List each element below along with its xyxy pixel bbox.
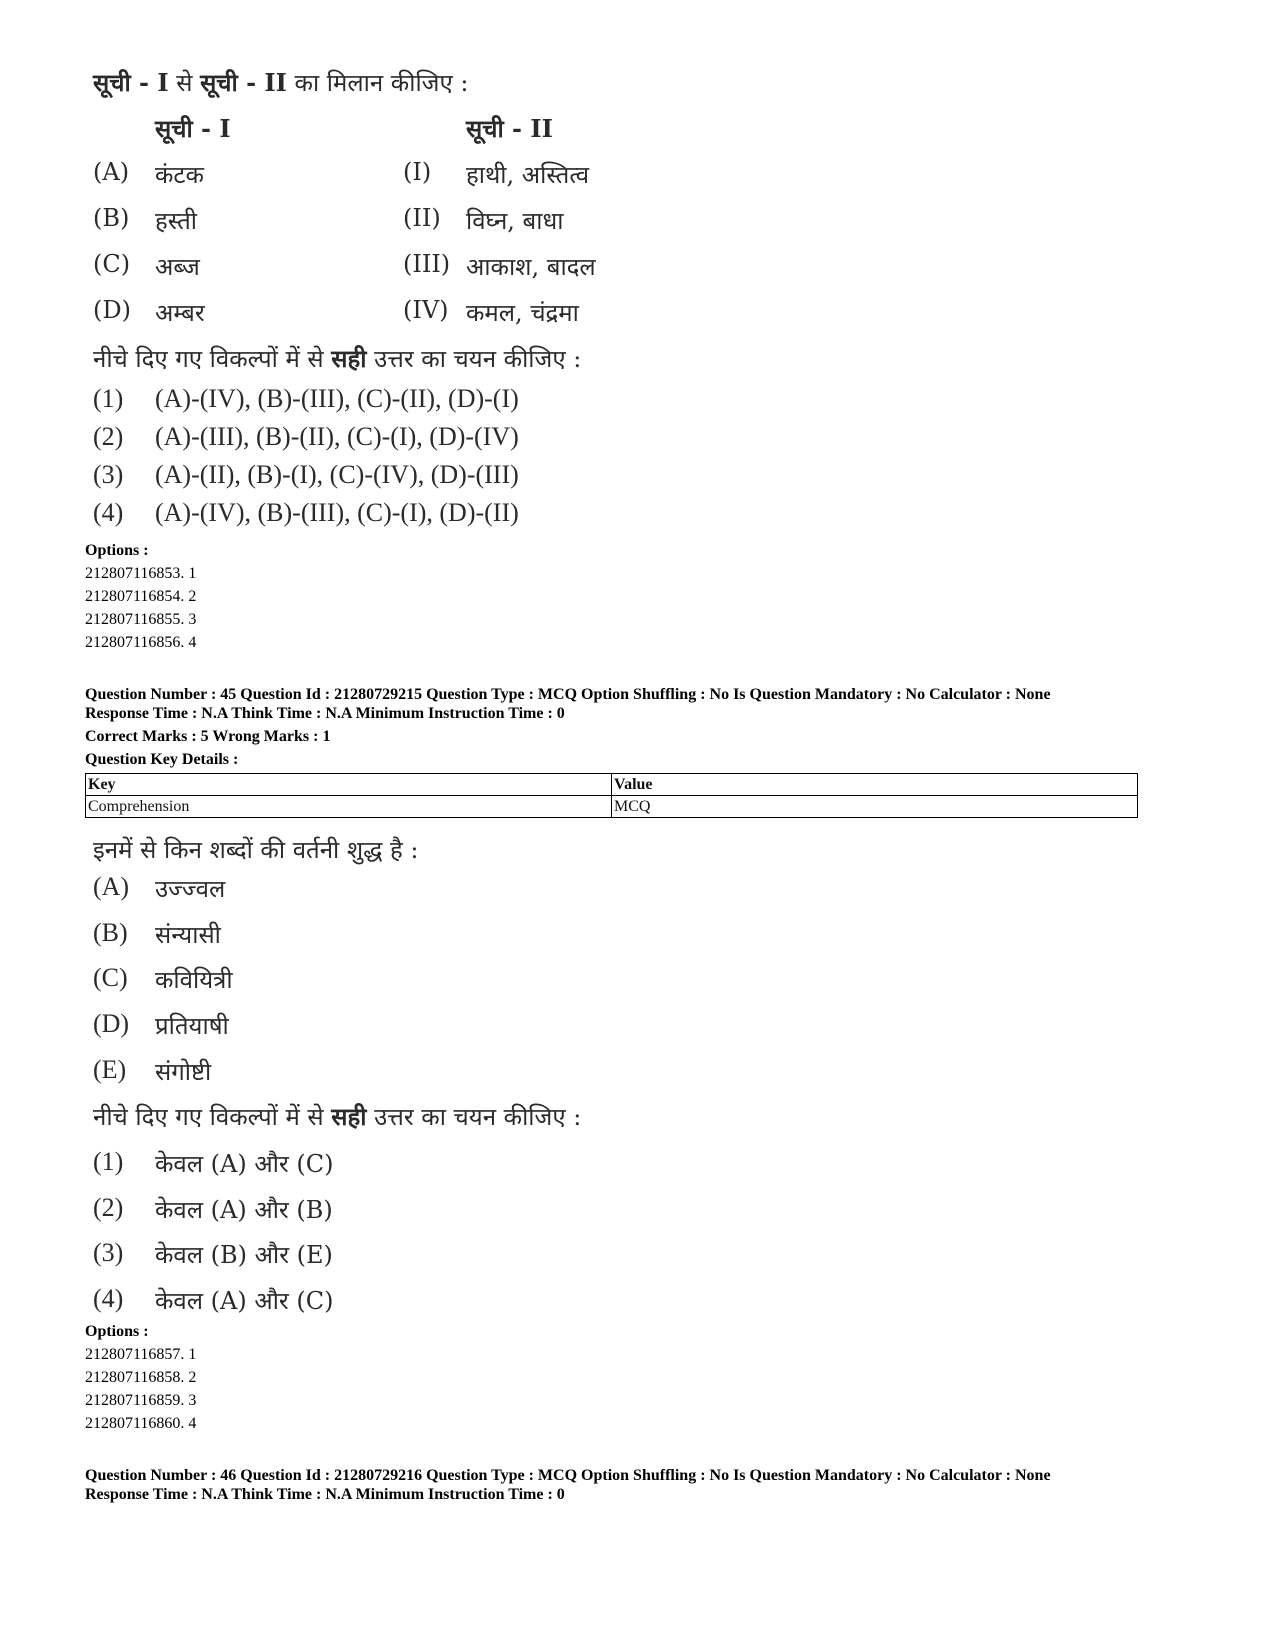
choice-number: (4) [93, 498, 124, 527]
match-right-label: (III) [403, 250, 451, 278]
q44-heading-list1: सूची - I [93, 68, 169, 97]
q44-instruction-start: नीचे दिए गए विकल्पों में से [93, 345, 332, 373]
choice-number: (3) [93, 1238, 124, 1267]
choice-number: (3) [93, 460, 124, 489]
choice-text: (A)-(IV), (B)-(III), (C)-(II), (D)-(I) [155, 384, 519, 413]
match-left-label: (C) [93, 250, 131, 278]
option-id: 212807116857. 1 [85, 1346, 197, 1363]
q44-heading-list2: सूची - II [200, 68, 287, 97]
item-text: संगोष्टी [155, 1058, 212, 1086]
match-right-text: कमल, चंद्रमा [466, 299, 579, 327]
item-label: (A) [93, 872, 130, 901]
q44-heading-tail: का मिलान कीजिए : [286, 69, 469, 97]
choice-text: (A)-(IV), (B)-(III), (C)-(I), (D)-(II) [155, 498, 519, 527]
match-right-text: हाथी, अस्तित्व [466, 161, 590, 189]
choice-number: (2) [93, 422, 124, 451]
choice-number: (1) [93, 384, 124, 413]
match-right-text: आकाश, बादल [466, 253, 596, 281]
question-meta-line2: Response Time : N.A Think Time : N.A Minimum Instruction Time : 0 [85, 705, 565, 722]
question-meta [85, 1466, 1195, 1504]
match-left-text: अम्बर [155, 299, 205, 327]
choice-text: केवल (A) और (C) [155, 1287, 334, 1315]
match-right-label: (I) [403, 158, 432, 186]
table-header-key: Key [86, 774, 612, 796]
option-id: 212807116854. 2 [85, 588, 197, 605]
question-meta-line1: Question Number : 46 Question Id : 21280729216 Question Type : MCQ Option Shuffling : No Is Question Mandatory : No Calculator : None [85, 1467, 1051, 1484]
item-label: (B) [93, 918, 128, 947]
q45-instruction-start: नीचे दिए गए विकल्पों में से [93, 1103, 332, 1131]
key-details-table [85, 773, 1138, 818]
choice-text: केवल (B) और (E) [155, 1241, 333, 1269]
q45-instruction-emphasis: सही [331, 1102, 367, 1131]
option-id: 212807116859. 3 [85, 1392, 197, 1409]
q44-instruction [93, 342, 581, 375]
choice-text: केवल (A) और (B) [155, 1196, 333, 1224]
list1-title: सूची - I [155, 114, 231, 143]
choice-number: (2) [93, 1193, 124, 1222]
match-left-label: (D) [93, 296, 131, 324]
question-meta-line1: Question Number : 45 Question Id : 21280729215 Question Type : MCQ Option Shuffling : No Is Question Mandatory : No Calculator : None [85, 686, 1051, 703]
match-right-label: (IV) [403, 296, 449, 324]
item-text: कवियित्री [155, 966, 233, 994]
choice-text: (A)-(II), (B)-(I), (C)-(IV), (D)-(III) [155, 460, 519, 489]
q44-instruction-end: उत्तर का चयन कीजिए : [366, 345, 582, 373]
item-text: संन्यासी [155, 921, 221, 949]
q44-heading [93, 66, 468, 99]
list2-title: सूची - II [466, 114, 553, 143]
option-id: 212807116855. 3 [85, 611, 197, 628]
match-left-text: हस्ती [155, 207, 197, 235]
options-label: Options : [85, 542, 149, 559]
match-right-label: (II) [403, 204, 441, 232]
table-header-value: Value [612, 774, 1138, 796]
match-row [0, 158, 900, 198]
table-cell-key: Comprehension [86, 796, 612, 818]
option-id: 212807116858. 2 [85, 1369, 197, 1386]
table-cell-value: MCQ [612, 796, 1138, 818]
item-label: (D) [93, 1009, 130, 1038]
q45-instruction [93, 1100, 581, 1133]
marks-info: Correct Marks : 5 Wrong Marks : 1 [85, 728, 331, 745]
option-id: 212807116860. 4 [85, 1415, 197, 1432]
q45-instruction-end: उत्तर का चयन कीजिए : [366, 1103, 582, 1131]
key-details-label: Question Key Details : [85, 751, 239, 768]
match-left-label: (B) [93, 204, 130, 232]
table-row [86, 796, 1138, 818]
choice-number: (4) [93, 1284, 124, 1313]
question-meta [85, 685, 1195, 723]
match-right-text: विघ्न, बाधा [466, 207, 564, 235]
question-meta-line2: Response Time : N.A Think Time : N.A Minimum Instruction Time : 0 [85, 1486, 565, 1503]
item-text: उज्ज्वल [155, 875, 226, 903]
option-id: 212807116853. 1 [85, 565, 197, 582]
choice-text: केवल (A) और (C) [155, 1150, 334, 1178]
item-label: (C) [93, 963, 128, 992]
match-row [0, 296, 900, 336]
match-row [0, 250, 900, 290]
item-label: (E) [93, 1055, 127, 1084]
match-row [0, 204, 900, 244]
match-left-text: कंटक [155, 161, 204, 189]
option-id: 212807116856. 4 [85, 634, 197, 651]
q44-instruction-emphasis: सही [331, 344, 367, 373]
table-header-row [86, 774, 1138, 796]
item-text: प्रतियाषी [155, 1012, 229, 1040]
match-left-text: अब्ज [155, 253, 200, 281]
options-label: Options : [85, 1323, 149, 1340]
q44-heading-connector: से [168, 69, 201, 97]
choice-number: (1) [93, 1147, 124, 1176]
q45-question: इनमें से किन शब्दों की वर्तनी शुद्ध है : [93, 836, 419, 864]
match-left-label: (A) [93, 158, 130, 186]
choice-text: (A)-(III), (B)-(II), (C)-(I), (D)-(IV) [155, 422, 519, 451]
